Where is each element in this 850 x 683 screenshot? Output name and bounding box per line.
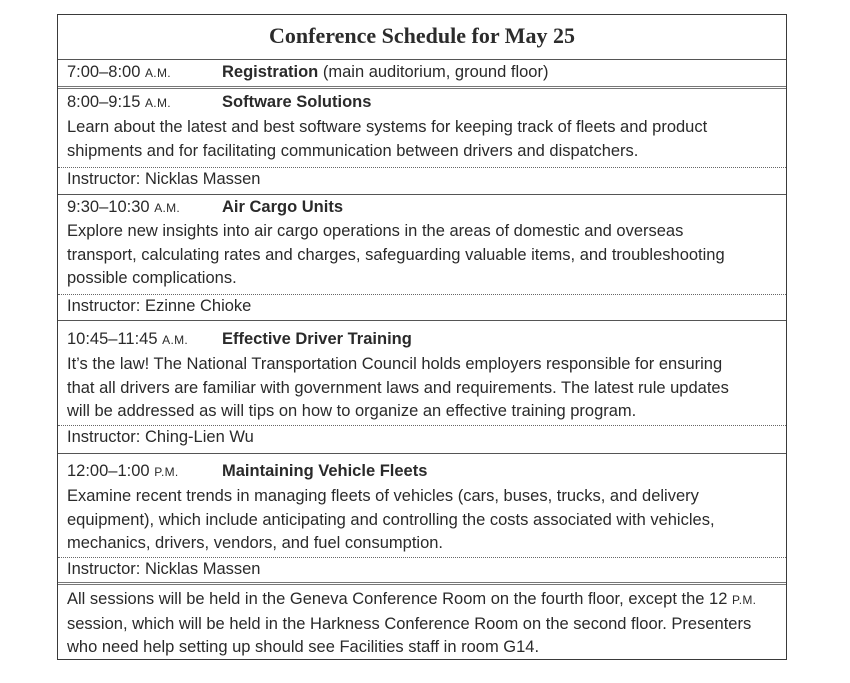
schedule-frame	[57, 14, 787, 660]
schedule-title: Conference Schedule for May 25	[269, 23, 575, 48]
divider	[58, 320, 786, 321]
session-time: 12:00–1:00 P.M.	[67, 462, 179, 480]
session-maintaining-vehicle-fleets	[67, 460, 778, 484]
title-divider	[58, 59, 786, 60]
session-time: 9:30–10:30 A.M.	[67, 198, 181, 216]
divider	[58, 86, 786, 89]
session-time: 10:45–11:45 A.M.	[67, 330, 189, 348]
session-note: (main auditorium, ground floor)	[322, 63, 549, 81]
session-instructor: Instructor: Ezinne Chioke	[67, 297, 252, 315]
session-description: Learn about the latest and best software systems for keeping track of fleets and product shipments and for facilitating communication between drivers and dispatchers.	[67, 118, 708, 160]
session-instructor: Instructor: Ching-Lien Wu	[67, 428, 254, 446]
session-effective-driver-training	[67, 328, 778, 352]
session-title: Software Solutions	[222, 93, 372, 111]
session-title: Maintaining Vehicle Fleets	[222, 462, 428, 480]
session-description: It’s the law! The National Transportation Council holds employers responsible for ensuring that all drivers are familiar with government laws and requirements. The latest rule updates will be addressed as will tips on how to organize an effective training program.	[67, 355, 729, 420]
session-instructor: Instructor: Nicklas Massen	[67, 170, 261, 188]
divider	[58, 453, 786, 454]
session-registration	[67, 61, 778, 85]
session-description: Explore new insights into air cargo operations in the areas of domestic and overseas transport, calculating rates and charges, safeguarding valuable items, and troubleshooting possible complications.	[67, 222, 725, 287]
footer-note: All sessions will be held in the Geneva Conference Room on the fourth floor, except the 12 P.M. session, which will be held in the Harkness Conference Room on the second floor. Presenters who need help setting up should see Facilities staff in room G14.	[67, 590, 757, 656]
session-title: Effective Driver Training	[222, 330, 412, 348]
divider	[58, 582, 786, 585]
session-time: 8:00–9:15 A.M.	[67, 93, 171, 111]
session-software-solutions	[67, 91, 778, 115]
session-instructor: Instructor: Nicklas Massen	[67, 560, 261, 578]
session-time: 7:00–8:00 A.M.	[67, 63, 171, 81]
session-air-cargo-units	[67, 196, 778, 220]
session-title: Air Cargo Units	[222, 198, 344, 216]
divider	[58, 194, 786, 195]
session-title: Registration	[222, 63, 319, 81]
session-description: Examine recent trends in managing fleets of vehicles (cars, buses, trucks, and delivery equipment), which include anticipating and controlling the costs associated with vehicles, mechanics, drivers, vendors, and fuel consumption.	[67, 487, 715, 552]
